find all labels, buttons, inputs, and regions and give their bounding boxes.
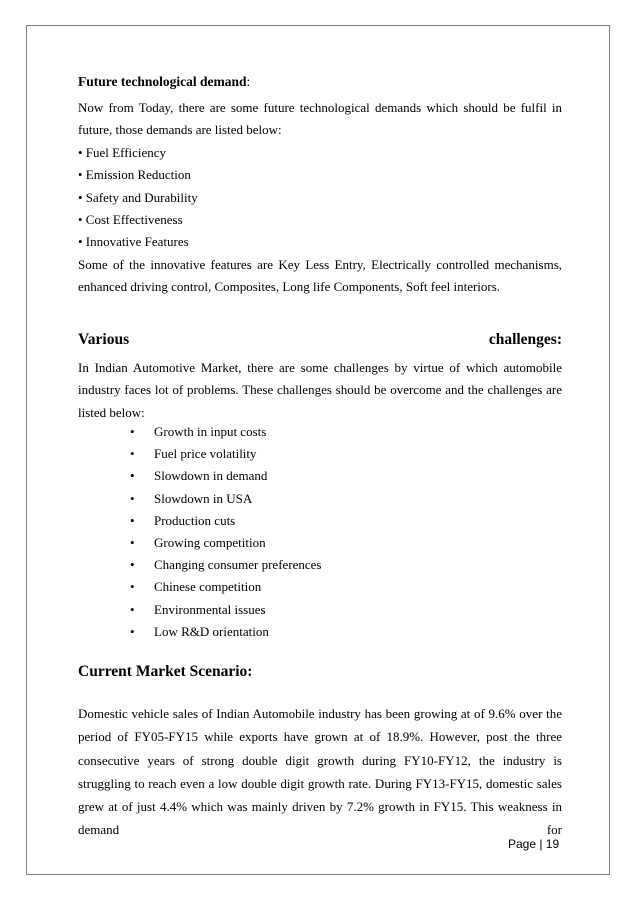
paragraph-market: Domestic vehicle sales of Indian Automobile industry has been growing at of 9.6% over the period of FY05-FY15 while exports have grown at of 18.9%. However, post the three consecutive years of strong double digit growth during FY10-FY12, the industry is struggling to reach even a low double digit growth rate. During FY13-FY15, domestic sales grew at of just 4.4% which was mainly driven by 7.2% growth in FY15. This weakness in demand for xyxy=(78,706,562,838)
list-item xyxy=(130,421,322,443)
list-item-text: Slowdown in USA xyxy=(154,490,253,506)
section-body-future-demand xyxy=(78,97,562,299)
list-item xyxy=(130,621,322,643)
list-item-text: Low R&D orientation xyxy=(154,623,269,639)
bullet: • xyxy=(130,601,135,617)
list-item-text: Production cuts xyxy=(154,512,236,528)
bullet: • xyxy=(130,557,135,573)
list-item xyxy=(130,488,322,510)
paragraph-outro: Some of the innovative features are Key Less Entry, Electrically controlled mechanisms, enhanced driving control, Composites, Long life Components, Soft feel interiors. xyxy=(78,256,562,295)
paragraph-intro: In Indian Automotive Market, there are some challenges by virtue of which automobile industry faces lot of problems. These challenges should be overcome and the challenges are listed below: xyxy=(78,360,562,420)
paragraph-intro: Now from Today, there are some future technological demands which should be fulfil in future, those demands are listed below: xyxy=(78,100,562,138)
list-item-text: Growing competition xyxy=(154,535,266,551)
bullet: • xyxy=(130,512,135,528)
bullet: • xyxy=(130,535,135,551)
heading-right-word: challenges: xyxy=(488,331,562,348)
section-body-market-scenario xyxy=(78,702,562,842)
bullet: • xyxy=(130,468,135,484)
list-item xyxy=(130,554,322,576)
page-number: Page | 19 xyxy=(508,837,560,851)
list-item xyxy=(130,465,322,487)
list-item: • Emission Reduction xyxy=(78,167,191,183)
heading-text: Future technological demand xyxy=(78,74,247,89)
section-heading-future-demand xyxy=(78,74,250,90)
heading-left-word: Various xyxy=(78,331,130,348)
list-item-text: Environmental issues xyxy=(154,601,266,617)
challenge-list xyxy=(130,421,322,643)
section-heading-market-scenario: Current Market Scenario: xyxy=(78,663,253,680)
bullet: • xyxy=(130,446,135,462)
bullet: • xyxy=(130,623,135,639)
list-item-text: Slowdown in demand xyxy=(154,468,268,484)
list-item xyxy=(130,576,322,598)
bullet: • xyxy=(130,579,135,595)
list-item-text: Growth in input costs xyxy=(154,424,267,439)
bullet: • xyxy=(130,490,135,506)
list-item: • Innovative Features xyxy=(78,234,189,250)
list-item xyxy=(130,510,322,532)
list-item xyxy=(130,532,322,554)
list-item-text: Changing consumer preferences xyxy=(154,557,322,573)
list-item-text: Chinese competition xyxy=(154,579,262,595)
list-item xyxy=(130,599,322,621)
list-item xyxy=(130,443,322,465)
list-item-text: Fuel price volatility xyxy=(154,446,257,462)
heading-colon: : xyxy=(246,74,251,89)
bullet: • xyxy=(130,424,135,439)
list-item: • Fuel Efficiency xyxy=(78,144,167,160)
section-heading-challenges xyxy=(78,331,562,349)
list-item: • Cost Effectiveness xyxy=(78,212,183,228)
section-body-challenges xyxy=(78,357,562,424)
list-item: • Safety and Durability xyxy=(78,189,198,205)
